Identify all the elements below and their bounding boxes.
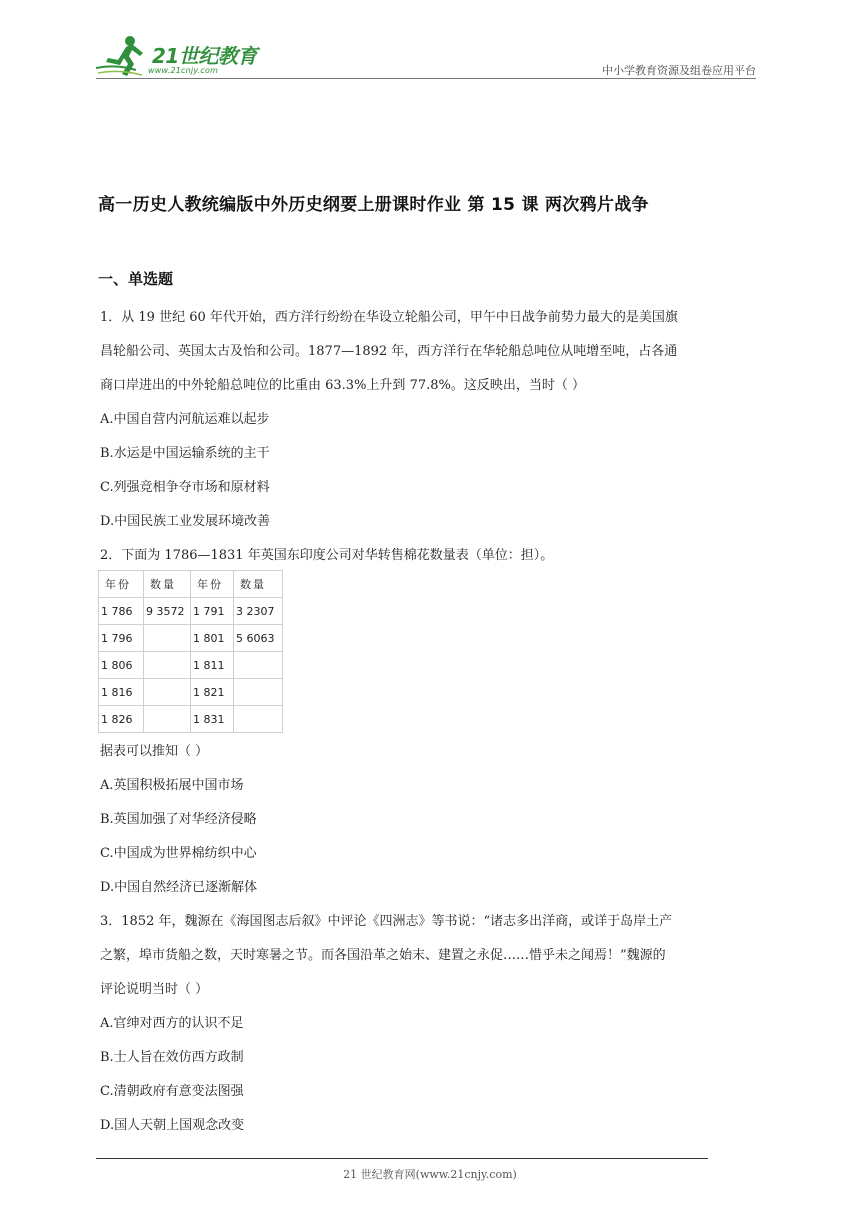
table-cell: 3 2307	[234, 598, 283, 625]
table-cell: 1 801	[191, 625, 234, 652]
q1-option-d: D.中国民族工业发展环境改善	[100, 514, 271, 529]
table-cell: 1 826	[99, 706, 144, 733]
table-row	[99, 679, 283, 706]
cotton-sales-table	[98, 570, 283, 733]
table-cell: 1 811	[191, 652, 234, 679]
table-row	[99, 625, 283, 652]
table-cell	[234, 679, 283, 706]
q1-option-c: C.列强竞相争夺市场和原材料	[100, 480, 270, 495]
q1-option-b: B.水运是中国运输系统的主干	[100, 446, 270, 461]
footer-divider	[96, 1158, 708, 1159]
table-header-cell: 年份	[99, 571, 144, 598]
q3-option-a: A.官绅对西方的认识不足	[100, 1016, 244, 1031]
q1-stem-line-3: 商口岸进出的中外轮船总吨位的比重由 63.3%上升到 77.8%。这反映出，当时（ ）	[100, 378, 585, 393]
logo-text: 21世纪教育	[152, 44, 257, 68]
q3-option-b: B.士人旨在效仿西方政制	[100, 1050, 244, 1065]
q2-option-b: B.英国加强了对华经济侵略	[100, 812, 257, 827]
q2-question-prompt: 据表可以推知（ ）	[100, 744, 209, 759]
table-row	[99, 706, 283, 733]
table-cell: 9 3572	[144, 598, 191, 625]
site-logo	[96, 34, 266, 78]
runner-logo-icon	[96, 34, 152, 78]
table-cell: 1 816	[99, 679, 144, 706]
table-cell: 1 806	[99, 652, 144, 679]
header-divider	[96, 78, 756, 79]
q1-stem-line-1: 1．从 19 世纪 60 年代开始，西方洋行纷纷在华设立轮船公司，甲午中日战争前势力最大的是美国旗	[100, 310, 678, 325]
q1-stem-line-2: 昌轮船公司、英国太古及怡和公司。1877—1892 年，西方洋行在华轮船总吨位从吨增至吨，占各通	[100, 344, 678, 359]
section-heading: 一、单选题	[98, 270, 174, 288]
table-cell: 1 831	[191, 706, 234, 733]
q3-stem-line-3: 评论说明当时（ ）	[100, 982, 209, 997]
q2-option-c: C.中国成为世界棉纺织中心	[100, 846, 257, 861]
q2-option-a: A.英国积极拓展中国市场	[100, 778, 244, 793]
logo-url: www.21cnjy.com	[148, 66, 219, 75]
page-header	[96, 30, 756, 80]
table-cell: 5 6063	[234, 625, 283, 652]
footer-text: 21 世纪教育网(www.21cnjy.com)	[343, 1168, 517, 1181]
q3-option-d: D.国人天朝上国观念改变	[100, 1118, 245, 1133]
table-header-cell: 数量	[234, 571, 283, 598]
table-cell	[234, 652, 283, 679]
table-cell	[144, 652, 191, 679]
q2-option-d: D.中国自然经济已逐渐解体	[100, 880, 258, 895]
table-row	[99, 652, 283, 679]
table-cell	[234, 706, 283, 733]
q1-option-a: A.中国自营内河航运难以起步	[100, 412, 270, 427]
q3-stem-line-2: 之繁，埠市货船之数，天时寒暑之节。而各国沿革之始末、建置之永促……惜乎未之闻焉！”魏源的	[100, 948, 666, 963]
table-cell: 1 791	[191, 598, 234, 625]
table-header-cell: 数量	[144, 571, 191, 598]
table-cell	[144, 679, 191, 706]
table-cell: 1 796	[99, 625, 144, 652]
q2-stem-line-1: 2．下面为 1786—1831 年英国东印度公司对华转售棉花数量表（单位：担）。	[100, 548, 554, 563]
table-header-cell: 年份	[191, 571, 234, 598]
q3-stem-line-1: 3．1852 年，魏源在《海国图志后叙》中评论《四洲志》等书说：“诸志多出洋商，或详于岛岸土产	[100, 914, 673, 929]
table-header-row	[99, 571, 283, 598]
table-cell: 1 786	[99, 598, 144, 625]
header-platform-text: 中小学教育资源及组卷应用平台	[602, 64, 756, 77]
document-title: 高一历史人教统编版中外历史纲要上册课时作业 第 15 课 两次鸦片战争	[98, 195, 649, 215]
table-row	[99, 598, 283, 625]
q3-option-c: C.清朝政府有意变法图强	[100, 1084, 244, 1099]
table-cell: 1 821	[191, 679, 234, 706]
table-cell	[144, 706, 191, 733]
table-cell	[144, 625, 191, 652]
